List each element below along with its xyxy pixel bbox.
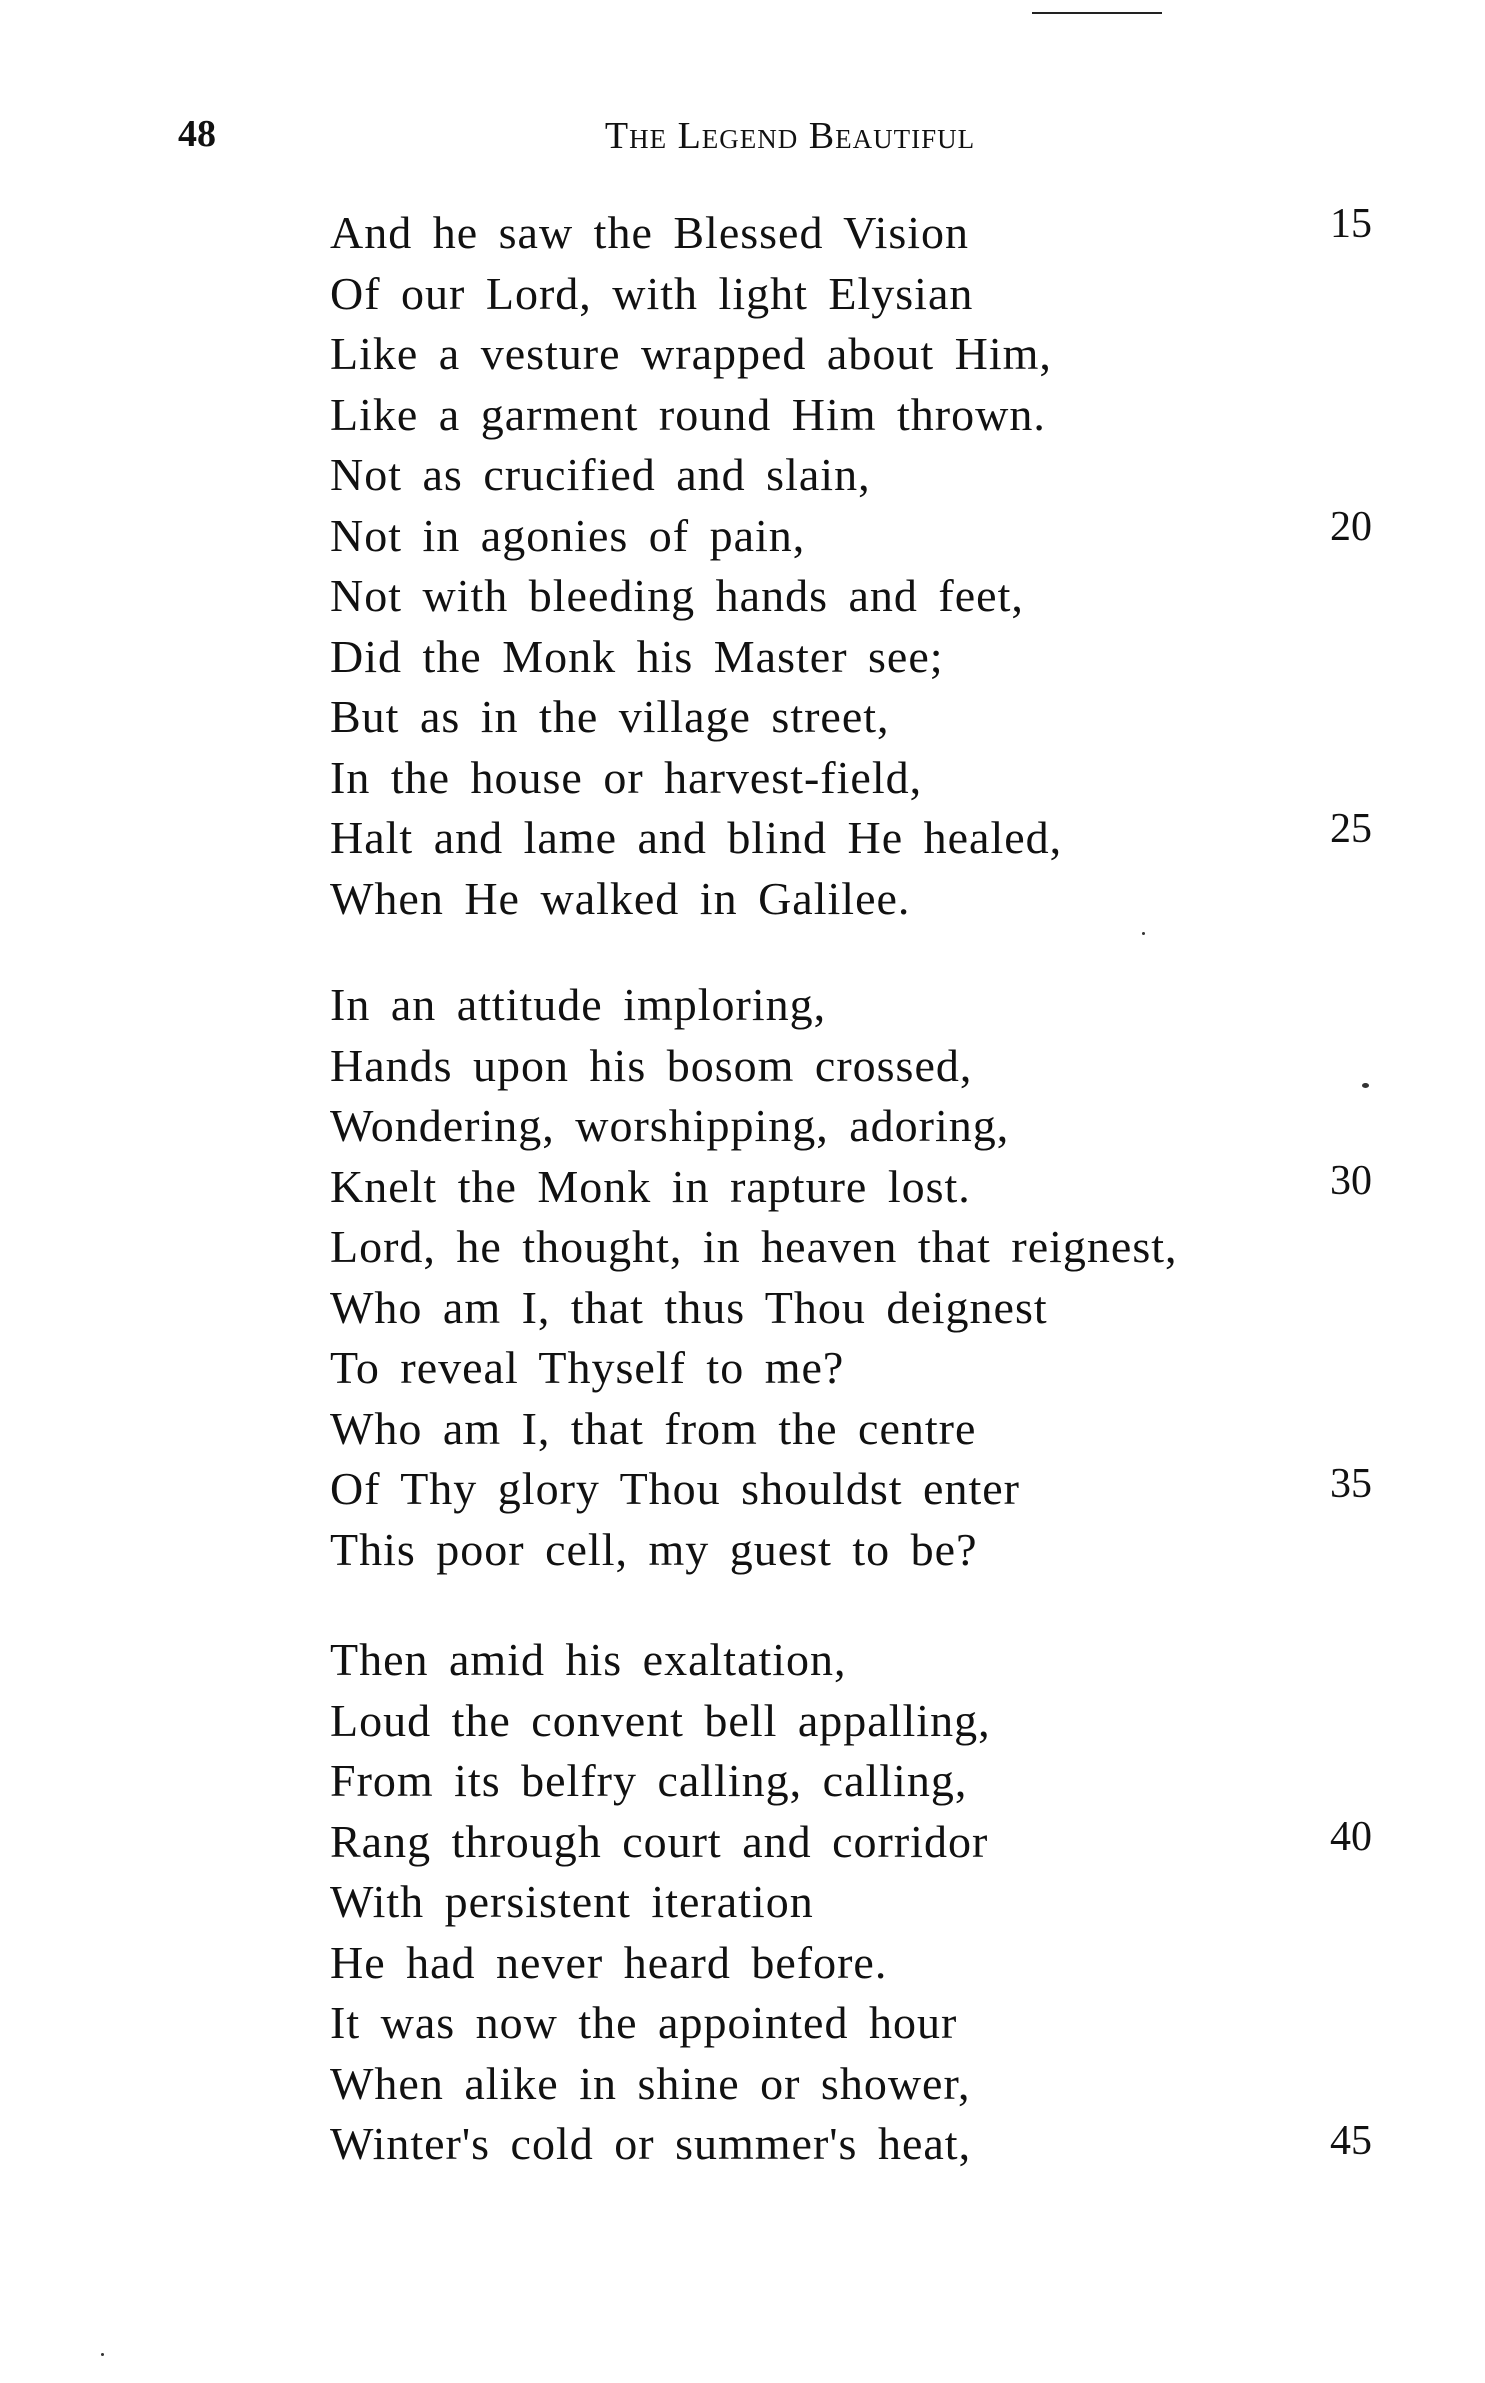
poem-line: Not with bleeding hands and feet, — [330, 570, 1024, 621]
poem-line: Halt and lame and blind He healed, — [330, 812, 1063, 863]
line-number: 35 — [1330, 1461, 1372, 1507]
poem-line: When alike in shine or shower, — [330, 2057, 971, 2109]
poem-line: Hands upon his bosom crossed, — [330, 1039, 973, 1091]
page-number: 48 — [178, 113, 216, 155]
poem-line: From its belfry calling, calling, — [330, 1755, 968, 1806]
poem-line: Lord, he thought, in heaven that reignest, — [330, 1221, 1178, 1272]
poem-line: In the house or harvest-field, — [330, 751, 923, 803]
stanza-2 — [330, 975, 1178, 1580]
poem-line: Like a vesture wrapped about Him, — [330, 328, 1052, 379]
poem-line: Not as crucified and slain, — [330, 449, 871, 500]
print-speck — [1362, 1083, 1369, 1088]
line-number: 30 — [1330, 1158, 1372, 1204]
poem-line: Of our Lord, with light Elysian — [330, 267, 974, 319]
poem-line: Knelt the Monk in rapture lost. — [330, 1160, 971, 1212]
running-title: The Legend Beautiful — [604, 115, 976, 157]
top-rule — [1032, 12, 1162, 14]
poem-line: It was now the appointed hour — [330, 1997, 958, 2048]
line-number: 20 — [1330, 504, 1372, 550]
poem-line: But as in the village street, — [330, 691, 890, 742]
poem-line: Rang through court and corridor — [330, 1815, 989, 1867]
line-number: 45 — [1330, 2118, 1372, 2164]
stanza-3 — [330, 1630, 991, 2175]
poem-line: Then amid his exaltation, — [330, 1634, 847, 1685]
poem-line: Did the Monk his Master see; — [330, 630, 944, 682]
poem-line: To reveal Thyself to me? — [330, 1342, 845, 1393]
poem-line: In an attitude imploring, — [330, 979, 827, 1030]
poem-line: Winter's cold or summer's heat, — [330, 2118, 972, 2169]
poem-line: When He walked in Galilee. — [330, 872, 911, 924]
poem-line: Who am I, that thus Thou deignest — [330, 1281, 1048, 1333]
poem-line: Like a garment round Him thrown. — [330, 388, 1046, 440]
poem-line: This poor cell, my guest to be? — [330, 1523, 978, 1575]
poem-line: With persistent iteration — [330, 1876, 814, 1927]
poem-line: Not in agonies of pain, — [330, 509, 806, 561]
print-speck — [101, 2353, 104, 2356]
poem-line: Of Thy glory Thou shouldst enter — [330, 1463, 1020, 1514]
poem-line: Loud the convent bell appalling, — [330, 1694, 991, 1746]
poem-line: And he saw the Blessed Vision — [330, 207, 970, 258]
stanza-1 — [330, 203, 1062, 929]
line-number: 15 — [1330, 201, 1372, 247]
line-number: 25 — [1330, 806, 1372, 852]
poem-line: Who am I, that from the centre — [330, 1402, 977, 1454]
poem-line: He had never heard before. — [330, 1936, 888, 1988]
line-number: 40 — [1330, 1814, 1372, 1860]
print-speck — [1142, 932, 1145, 935]
poem-line: Wondering, worshipping, adoring, — [330, 1100, 1010, 1151]
